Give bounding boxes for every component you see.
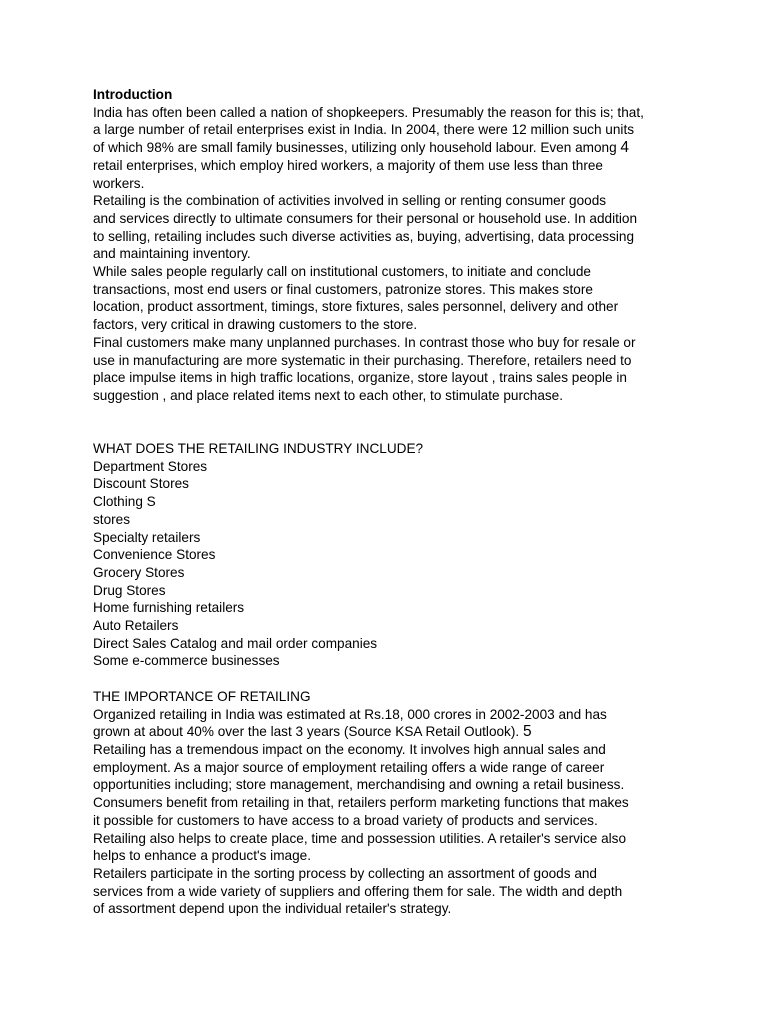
paragraph-sales-people — [93, 263, 693, 334]
text-line: use in manufacturing are more systematic in their purchasing. Therefore, retailers need to — [93, 352, 632, 368]
paragraph-utilities — [93, 830, 693, 865]
list-item: Convenience Stores — [93, 547, 216, 563]
list-item: Direct Sales Catalog and mail order companies — [93, 635, 378, 651]
paragraph-economy-impact — [93, 741, 693, 794]
text-line: opportunities including; store management, merchandising and owning a retail business. — [93, 777, 625, 793]
paragraph-organized-retailing — [93, 706, 693, 741]
text-line: and services directly to ultimate consumers for their personal or household use. In addition — [93, 210, 638, 226]
section-heading-introduction: Introduction — [93, 87, 173, 102]
text-line: and maintaining inventory. — [93, 246, 251, 262]
text-line: employment. As a major source of employment retailing offers a wide range of career — [93, 759, 605, 775]
text-line: a large number of retail enterprises exist in India. In 2004, there were 12 million such units — [93, 122, 635, 138]
section-heading-industry: WHAT DOES THE RETAILING INDUSTRY INCLUDE? — [93, 441, 424, 457]
text-line: While sales people regularly call on institutional customers, to initiate and conclude — [93, 264, 591, 280]
spacer — [93, 670, 693, 688]
text-line: retail enterprises, which employ hired workers, a majority of them use less than three — [93, 157, 603, 173]
paragraph-consumer-benefit — [93, 794, 693, 829]
text-fragment: grown at about 40% over the last 3 years (Source KSA Retail Outlook). — [93, 724, 523, 740]
text-line — [93, 723, 693, 741]
list-item: Home furnishing retailers — [93, 600, 245, 616]
text-line: factors, very critical in drawing customers to the store. — [93, 317, 418, 333]
list-item: Department Stores — [93, 458, 208, 474]
text-line: location, product assortment, timings, store fixtures, sales personnel, delivery and other — [93, 299, 619, 315]
paragraph-final-customers — [93, 334, 693, 405]
list-item: Clothing S — [93, 494, 156, 510]
text-line: transactions, most end users or final customers, patronize stores. This makes store — [93, 281, 593, 297]
document-page — [93, 86, 693, 918]
text-line: Retailing has a tremendous impact on the economy. It involves high annual sales and — [93, 741, 606, 757]
paragraph-retailing-definition — [93, 192, 693, 263]
text-line: services from a wide variety of suppliers and offering them for sale. The width and depth — [93, 883, 623, 899]
text-line: Final customers make many unplanned purchases. In contrast those who buy for resale or — [93, 334, 636, 350]
text-line: workers. — [93, 175, 145, 191]
section-heading-importance: THE IMPORTANCE OF RETAILING — [93, 688, 311, 704]
text-line: Consumers benefit from retailing in that, retailers perform marketing functions that makes — [93, 795, 629, 811]
spacer — [93, 405, 693, 440]
text-line: of assortment depend upon the individual retailer's strategy. — [93, 901, 452, 917]
industry-list — [93, 458, 693, 670]
list-item: Discount Stores — [93, 476, 189, 492]
list-item: Some e-commerce businesses — [93, 653, 280, 669]
text-line — [93, 139, 693, 157]
text-line: Retailing also helps to create place, time and possession utilities. A retailer's service also — [93, 830, 627, 846]
text-line: Organized retailing in India was estimated at Rs.18, 000 crores in 2002-2003 and has — [93, 706, 607, 722]
text-line: helps to enhance a product's image. — [93, 848, 311, 864]
text-line: suggestion , and place related items next to each other, to stimulate purchase. — [93, 387, 564, 403]
list-item: Auto Retailers — [93, 618, 179, 634]
list-item: Grocery Stores — [93, 564, 185, 580]
text-fragment: of which 98% are small family businesses, utilizing only household labour. Even among — [93, 140, 621, 156]
list-item: Specialty retailers — [93, 529, 201, 545]
text-line: place impulse items in high traffic locations, organize, store layout , trains sales people in — [93, 370, 627, 386]
list-item: stores — [93, 511, 131, 527]
text-line: to selling, retailing includes such diverse activities as, buying, advertising, data processing — [93, 228, 635, 244]
text-line: it possible for customers to have access to a broad variety of products and services. — [93, 812, 598, 828]
paragraph-shopkeepers — [93, 104, 693, 193]
text-line: Retailers participate in the sorting process by collecting an assortment of goods and — [93, 865, 597, 881]
footnote-number: 5 — [522, 723, 532, 741]
text-line: Retailing is the combination of activities involved in selling or renting consumer goods — [93, 193, 607, 209]
paragraph-sorting-process — [93, 865, 693, 918]
text-line: India has often been called a nation of shopkeepers. Presumably the reason for this is; that, — [93, 104, 644, 120]
list-item: Drug Stores — [93, 582, 166, 598]
footnote-number: 4 — [620, 139, 630, 157]
